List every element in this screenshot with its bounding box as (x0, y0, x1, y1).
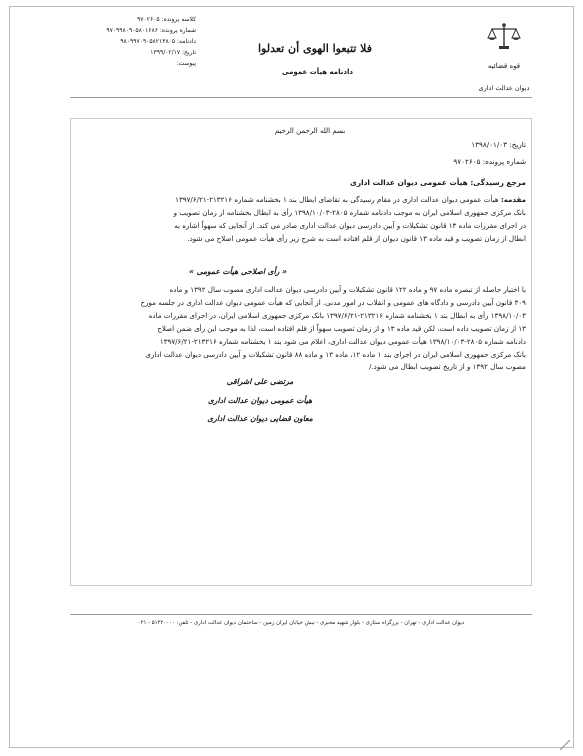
department-title: دادنامه هیأت عمومی (282, 68, 353, 76)
signatory-title-board: هیأت عمومی دیوان عدالت اداری (207, 396, 313, 405)
ruling-case-number: شماره پرونده: ۹۷۰۲۶۰۵ (453, 157, 526, 166)
decree-paragraph (63, 284, 526, 374)
case-number-line: شماره پرونده: ۹۷۰۹۹۸۰۹۰۵۸۰۱۶۸۶ (106, 27, 196, 34)
ruling-date: تاریخ: ۱۳۹۸/۰۱/۰۳ (471, 140, 526, 149)
date-line: تاریخ: ۱۳۹۹/۰۲/۱۷ (150, 49, 196, 56)
footer-divider (70, 614, 532, 615)
footer-address: دیوان عدالت اداری - تهران - بزرگراه ستاری - بلوار شهید مخبری - نبش خیابان ایران زمین - ساختمان دیوان عدالت اداری - تلفن: ۵۱۲۲۰۰۰۰ - ۰۲۱ (137, 620, 465, 626)
decree-line: با اختیار حاصله از تبصره ماده ۹۷ و ماده ۱۲۲ قانون تشکیلات و آیین دادرسی دیوان عدالت اداری مصوب سال ۱۳۹۲ و ماده (169, 285, 526, 294)
judiciary-label: قوه قضائیه (487, 62, 521, 70)
basmala: بسم الله الرحمن الرحیم (274, 127, 346, 135)
introduction-paragraph (63, 194, 526, 246)
decree-line: بانک مرکزی جمهوری اسلامی ایران در اجرای بند ۱ ماده ۱۲، ماده ۱۳ و ماده ۸۸ قانون تشکیلات و آیین دادرسی دیوان عدالت اداری (145, 349, 526, 359)
judiciary-emblem-icon (484, 22, 524, 52)
intro-line: مقدمه: هیأت عمومی دیوان عدالت اداری در مقام رسیدگی به تقاضای ابطال بند ۱ بخشنامه شماره ۲۱۳۲۱۶-۱۳۹۷/۶/۲۱ (175, 195, 526, 204)
verdict-number-line: دادنامه: ۹۸۰۹۹۷۰۹۰۵۸۲۱۳۸۰۵ (120, 38, 196, 45)
intro-label: مقدمه: (500, 195, 526, 204)
intro-line: ابطال از زمان تصویب و قید ماده ۱۳ قانون دیوان از قلم افتاده است به شرح زیر رأی هیأت عمومی اصلاح می شود. (187, 233, 526, 243)
court-label: دیوان عدالت اداری (478, 84, 530, 92)
quran-verse: فلا تتبعوا الهوی أن تعدلوا (257, 42, 373, 55)
header-divider (70, 97, 532, 98)
signatory-name: مرتضی علی اشراقی (226, 377, 294, 386)
intro-line: در اجرای مقررات ماده ۱۳ قانون تشکیلات و آیین دادرسی دیوان عدالت اداری صادر می کند. از آنجایی که سهواً اشاره به (174, 220, 526, 230)
decree-line: ۳۰۹ قانون آیین دادرسی و دادگاه های عمومی و انقلاب در امور مدنی. از آنجایی که هیأت عمومی دیوان عدالت اداری در جلسه مورخ (140, 297, 526, 307)
signatory-title-deputy: معاون قضایی دیوان عدالت اداری (207, 414, 313, 423)
attachment-line: پیوست: (176, 60, 196, 67)
case-reference-block (86, 14, 196, 69)
reviewing-authority: مرجع رسیدگی: هیأت عمومی دیوان عدالت اداری (350, 178, 526, 187)
corner-mark-icon (560, 740, 570, 750)
decree-line: مصوب سال ۱۳۹۲ و از تاریخ تصویب ابطال می شود./ (369, 362, 526, 372)
decree-heading: « رأی اصلاحی هیأت عمومی » (189, 267, 287, 276)
case-class-line: کلاسه پرونده: ۹۷۰۲۶۰۵ (137, 16, 196, 23)
decree-line: دادنامه شماره ۲۸۰۵-۱۳۹۸/۱۰/۰۳ هیأت عمومی دیوان عدالت اداری، اعلام می شود بند ۱ بخشنامه شماره ۲۱۳۲۱۶-۱۳۹۷/۶/۲۱ (159, 336, 526, 346)
intro-line: بانک مرکزی جمهوری اسلامی ایران به موجب دادنامه شماره ۲۸۰۵-۱۳۹۸/۱۰/۰۳ رأی به ابطال بخشنامه از زمان تصویب و (173, 207, 526, 217)
decree-line: ۱۳ از زمان تصویب داده است، لکن قید ماده ۱۳ و از زمان تصویب سهواً از قلم افتاده است، لذا به موجب این رأی ضمن اصلاح (157, 323, 526, 333)
decree-line: ۱۳۹۸/۱۰/۰۳ رأی به ابطال بند ۱ بخشنامه شماره ۲۱۳۲۱۶-۱۳۹۷/۶/۲۱ بانک مرکزی جمهوری اسلامی ایران، در اجرای مقررات ماده (148, 310, 526, 320)
